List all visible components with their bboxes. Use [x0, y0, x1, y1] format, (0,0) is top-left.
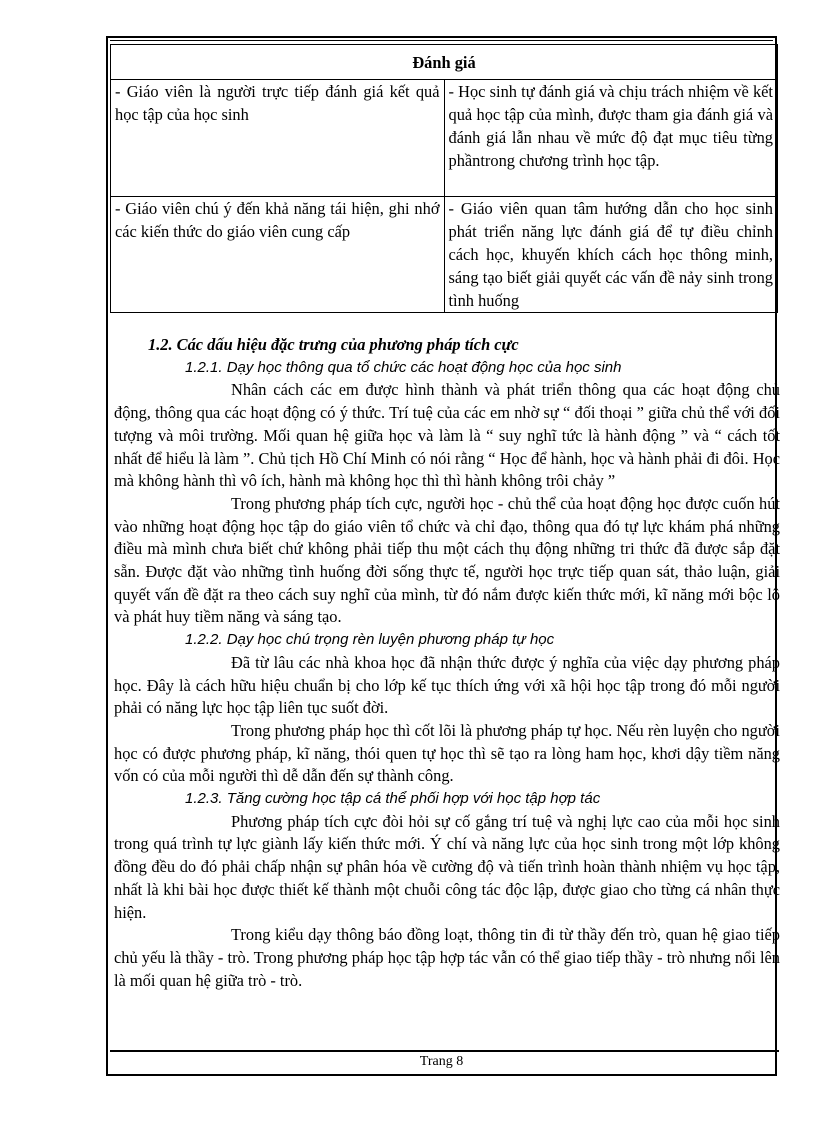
- top-rule: [110, 40, 773, 41]
- table-header: Đánh giá: [111, 45, 778, 80]
- table-row: [111, 197, 778, 313]
- table-cell-left: - Giáo viên chú ý đến khả năng tái hiện, ghi nhớ các kiến thức do giáo viên cung cấp: [115, 199, 440, 241]
- paragraph: Trong kiểu dạy thông báo đồng loạt, thông tin đi từ thầy đến trò, quan hệ giao tiếp chủ yếu là thầy - trò. Trong phương pháp học tập hợp tác vẫn có thể giao tiếp thầy - trò nhưng nổi lên là mối quan hệ giữa trò - trò.: [114, 925, 780, 990]
- table-cell-left: - Giáo viên là người trực tiếp đánh giá kết quả học tập của học sinh: [115, 82, 440, 124]
- body-content: [114, 334, 780, 992]
- paragraph: Trong phương pháp tích cực, người học - chủ thể của hoạt động học được cuốn hút vào những hoạt động học tập do giáo viên tổ chức và chỉ đạo, thông qua đó tự lực khám phá những điều mà mình chưa biết chứ không phải tiếp thu một cách thụ động những tri thức đã được sắp đặt sẵn. Được đặt vào những tình huống đời sống thực tế, người học trực tiếp quan sát, thảo luận, giải quyết vấn đề đặt ra theo cách suy nghĩ của mình, từ đó nắm được kiến thức mới, kĩ năng mới bộc lộ và phát huy tiềm năng và sáng tạo.: [114, 493, 780, 627]
- page-number: Trang 8: [419, 1054, 464, 1069]
- subsection-heading: 1.2.1. Dạy học thông qua tổ chức các hoạt động học của học sinh: [185, 358, 622, 376]
- table-cell-right: - Học sinh tự đánh giá và chịu trách nhiệm về kết quả học tập của mình, được tham gia đánh giá và đánh giá lẫn nhau về mức độ đạt mục tiêu từng phầntrong chương trình học tập.: [448, 82, 773, 170]
- subsection-heading: 1.2.2. Dạy học chú trọng rèn luyện phương pháp tự học: [185, 631, 555, 649]
- paragraph: Đã từ lâu các nhà khoa học đã nhận thức được ý nghĩa của việc dạy phương pháp học. Đây là cách hữu hiệu chuẩn bị cho lớp kế tục thích ứng với xã hội học tập trong đó mỗi người phải có năng lực học tập liên tục suốt đời.: [114, 652, 780, 718]
- section-heading: 1.2. Các dấu hiệu đặc trưng của phương pháp tích cực: [148, 335, 519, 354]
- table-row: [111, 80, 778, 197]
- subsection-heading: 1.2.3. Tăng cường học tập cá thể phối hợp với học tập hợp tác: [185, 790, 601, 808]
- table-cell-right: - Giáo viên quan tâm hướng dẫn cho học sinh phát triển năng lực đánh giá để tự điều chỉnh cách học, khuyến khích cách học thông minh, sáng tạo biết giải quyết các vấn đề nảy sinh trong tình huống: [448, 199, 773, 310]
- paragraph: Phương pháp tích cực đòi hỏi sự cố gắng trí tuệ và nghị lực cao của mỗi học sinh trong quá trình tự lực giành lấy kiến thức mới. Ý chí và năng lực của học sinh trong một lớp không đồng đều do đó phải chấp nhận sự phân hóa về cường độ và tiến trình hoàn thành nhiệm vụ học tập, nhất là khi bài học được thiết kế thành một chuỗi công tác độc lập, được giao cho từng cá nhân thực hiện.: [114, 811, 780, 922]
- paragraph: Trong phương pháp học thì cốt lõi là phương pháp tự học. Nếu rèn luyện cho người học có được phương pháp, kĩ năng, thói quen tự học thì sẽ tạo ra lòng ham học, khơi dậy tiềm năng vốn có của mỗi người thì dễ dẫn đến sự thành công.: [114, 720, 780, 786]
- evaluation-table: [110, 44, 778, 313]
- paragraph: Nhân cách các em được hình thành và phát triển thông qua các hoạt động chủ động, thông qua các hoạt động có ý thức. Trí tuệ của các em nhờ sự “ đối thoại ” giữa chủ thể với đối tượng và môi trường. Mối quan hệ giữa học và làm là “ suy nghĩ tức là hành động ” và “ cách tốt nhất để hiểu là làm ”. Chủ tịch Hồ Chí Minh có nói rằng “ Học để hành, học và hành phải đi đôi. Học mà không hành thì vô ích, hành mà không học thì thì hành không trôi chảy ”: [114, 380, 780, 491]
